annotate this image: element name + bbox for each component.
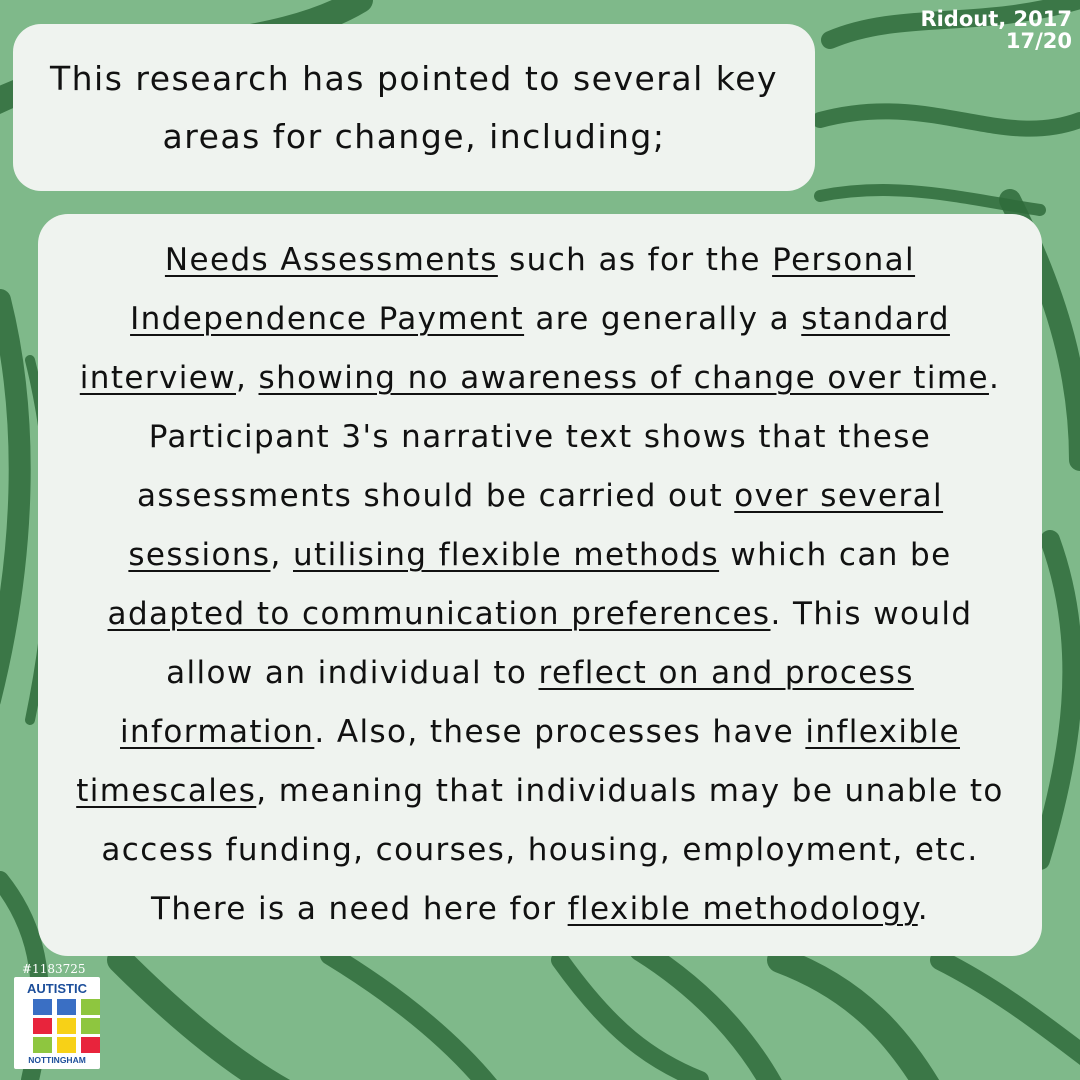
text-segment: . — [917, 891, 929, 927]
underlined-phrase: standard interview — [79, 301, 950, 396]
text-segment: . Participant 3's narrative text shows that these assessments should be carried out — [136, 360, 1001, 514]
logo-square — [57, 1037, 76, 1053]
text-segment: which can be — [719, 537, 952, 573]
logo-square — [33, 1037, 52, 1053]
text-segment: such as for the — [497, 242, 773, 278]
hashtag-label: #1183725 — [22, 962, 86, 976]
underlined-phrase: over several sessions — [128, 478, 944, 573]
text-segment: are generally a — [524, 301, 802, 337]
logo-square — [57, 1018, 76, 1034]
intro-card — [13, 24, 815, 191]
text-segment: , meaning that individuals may be unable to access funding, courses, housing, employment, etc. There is a need here for — [101, 773, 1004, 927]
logo-square — [57, 999, 76, 1015]
underlined-phrase: utilising flexible methods — [293, 537, 720, 573]
underlined-phrase: adapted to communication preferences — [107, 596, 771, 632]
underlined-phrase: Needs Assessments — [164, 242, 498, 278]
citation-author-year: Ridout, 2017 — [920, 7, 1072, 31]
main-card — [38, 214, 1042, 956]
logo-top-text: AUTISTIC — [27, 981, 87, 996]
logo-bottom-text: NOTTINGHAM — [28, 1055, 86, 1065]
underlined-phrase: showing no awareness of change over time — [258, 360, 989, 396]
citation-page-number: 17/20 — [1005, 29, 1072, 53]
text-segment: . This would allow an individual to — [166, 596, 973, 691]
underlined-phrase: reflect on and process information — [120, 655, 914, 750]
logo-square — [81, 1037, 100, 1053]
intro-text: This research has pointed to several key areas for change, including; — [49, 58, 779, 156]
text-segment: , — [236, 360, 259, 396]
logo-square — [33, 1018, 52, 1034]
main-paragraph — [65, 231, 1015, 939]
underlined-phrase: flexible methodology — [567, 891, 918, 927]
text-segment: . Also, these processes have — [314, 714, 806, 750]
underlined-phrase: Personal Independence Payment — [130, 242, 916, 337]
logo-square — [33, 999, 52, 1015]
citation — [920, 8, 1072, 52]
logo-square — [81, 999, 100, 1015]
logo-square — [81, 1018, 100, 1034]
autistic-nottingham-logo — [14, 977, 100, 1069]
underlined-phrase: inflexible timescales — [76, 714, 960, 809]
text-segment: , — [270, 537, 293, 573]
